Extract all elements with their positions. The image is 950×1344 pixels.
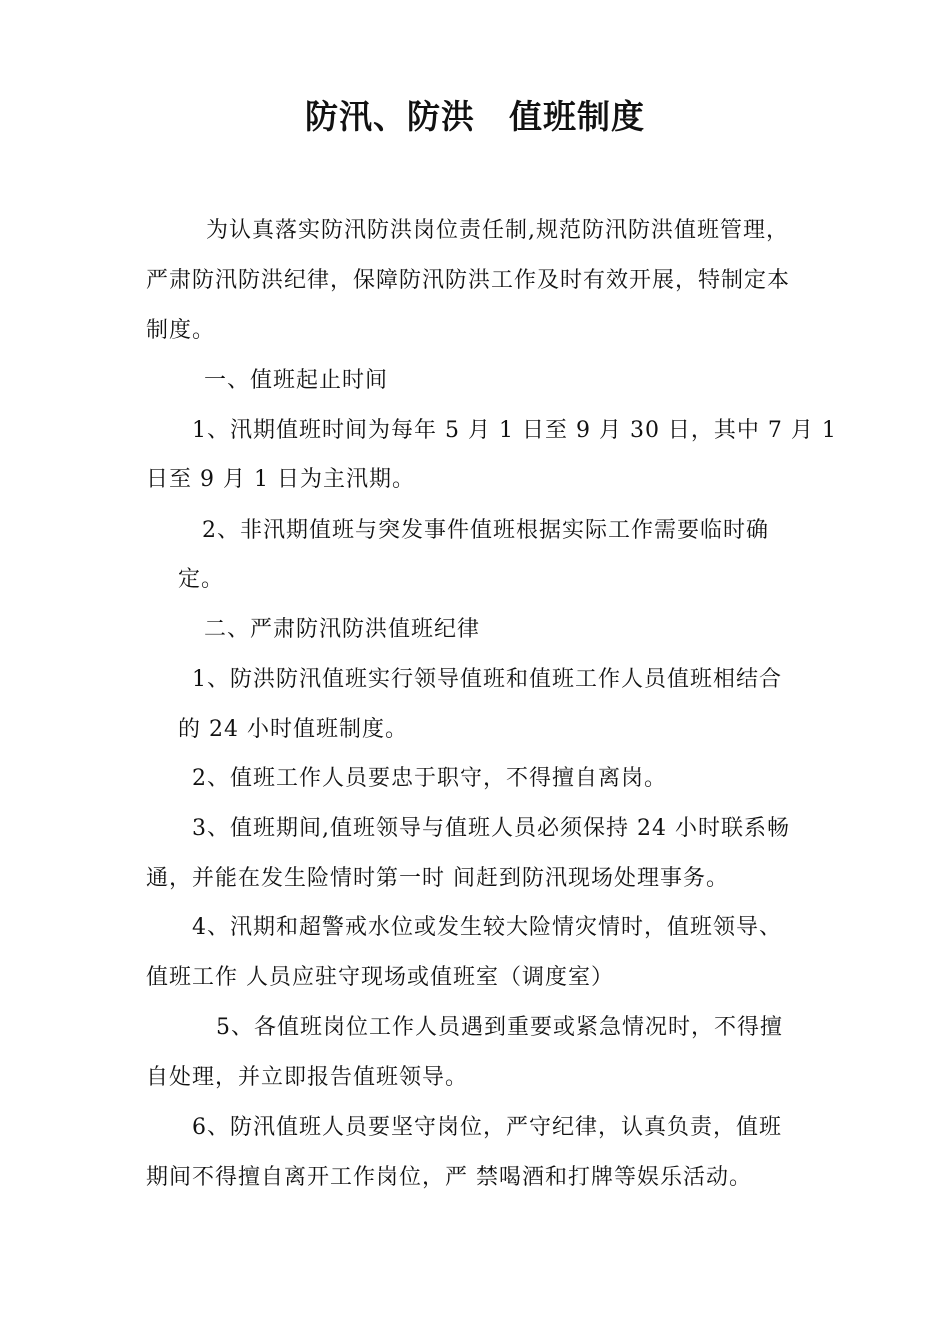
section-1-item-2-line-1: 2、非汛期值班与突发事件值班根据实际工作需要临时确 — [202, 518, 769, 543]
section-2-item-3-line-2: 通，并能在发生险情时第一时 间赶到防汛现场处理事务。 — [146, 866, 729, 891]
section-2-item-5-line-2: 自处理，并立即报告值班领导。 — [146, 1065, 469, 1090]
section-2-item-2: 2、值班工作人员要忠于职守，不得擅自离岗。 — [192, 766, 667, 791]
section-2-item-6-line-1: 6、防汛值班人员要坚守岗位，严守纪律，认真负责，值班 — [192, 1115, 782, 1140]
intro-line-3: 制度。 — [146, 318, 216, 343]
intro-line-2: 严肃防汛防洪纪律，保障防汛防洪工作及时有效开展，特制定本 — [146, 268, 791, 293]
section-2-heading: 二、严肃防汛防洪值班纪律 — [204, 617, 481, 642]
section-2-item-5-line-1: 5、各值班岗位工作人员遇到重要或紧急情况时，不得擅 — [216, 1015, 783, 1040]
intro-line-1: 为认真落实防汛防洪岗位责任制,规范防汛防洪值班管理， — [206, 218, 789, 243]
section-2-item-3-line-1: 3、值班期间,值班领导与值班人员必须保持 24 小时联系畅 — [192, 816, 790, 841]
section-1-item-1-line-2: 日至 9 月 1 日为主汛期。 — [146, 467, 415, 492]
section-2-item-1-line-1: 1、防洪防汛值班实行领导值班和值班工作人员值班相结合 — [192, 667, 782, 692]
section-1-item-1-line-1: 1、汛期值班时间为每年 5 月 1 日至 9 月 30 日，其中 7 月 1 — [192, 418, 837, 443]
section-2-item-4-line-2: 值班工作 人员应驻守现场或值班室（调度室） — [146, 965, 614, 990]
section-2-item-1-line-2: 的 24 小时值班制度。 — [178, 717, 408, 742]
section-2-item-6-line-2: 期间不得擅自离开工作岗位，严 禁喝酒和打牌等娱乐活动。 — [146, 1165, 752, 1190]
section-2-item-4-line-1: 4、汛期和超警戒水位或发生较大险情灾情时，值班领导、 — [192, 915, 782, 940]
section-1-heading: 一、值班起止时间 — [204, 368, 389, 393]
section-1-item-2-line-2: 定。 — [178, 567, 225, 592]
document-title: 防汛、防洪 值班制度 — [305, 97, 645, 136]
